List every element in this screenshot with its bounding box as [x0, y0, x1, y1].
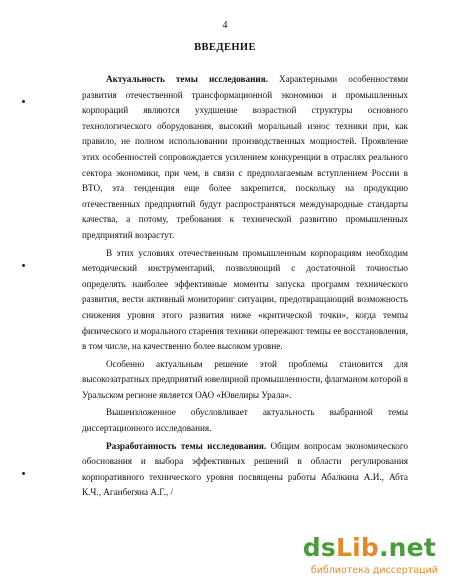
relevance-text: Характерными особенностями развития отечественной трансформационной экономики и промышленных корпораций являются ухудшение возрастной структуры основного технологического оборудования, высокий моральный износ техники при, как правило, не полном использовании производственных мощностей. Проявление этих особенностей сопровождается усилением конкуренции в отраслях реального сектора экономики, при чем, в связи с предполагаемым вступлением России в ВТО, эта тенденция еще более закрепится, поскольку на продукцию отечественных предприятий будут распространяться международные стандарты качества, а потому, требования к технической развитию промышленных предприятий возрастут.: [82, 74, 408, 240]
margin-mark: [22, 264, 25, 267]
document-body: [82, 72, 408, 501]
paragraph-relevance: [82, 72, 408, 244]
paragraph-summary: Вышеизложенное обусловливает актуальность выбранной темы диссертационного исследования.: [82, 407, 408, 434]
paragraph-conditions: В этих условиях отечественным промышленным корпорациям необходим методический инструментарий, позволяющий с достаточной точностью определять наиболее эффективные моменты запуска программ технического развития, вести активный мониторинг ситуации, предотвращающий возможность снижения уровня этого развития ниже «критической точки», когда темпы физического и морального старения техники опережают темпы ее восстановления, в том числе, на качественно более высоком уровне.: [82, 247, 408, 352]
page-number: 4: [222, 20, 228, 31]
margin-mark: [22, 100, 25, 103]
development-title: Разработанность темы исследования.: [106, 440, 267, 451]
margin-mark: [22, 472, 25, 475]
paragraph-development: [82, 439, 408, 501]
paragraph-jewelry: Особенно актуальным решение этой проблемы становится для высокозатратных предприятий ювелирной промышленности, флагманом которой в Уральском регионе является ОАО «Ювелиры Урала».: [82, 358, 408, 400]
relevance-title: Актуальность темы исследования.: [106, 74, 268, 84]
watermark-subtitle: библиотека диссертаций: [310, 565, 438, 576]
section-heading: ВВЕДЕНИЕ: [194, 42, 256, 53]
watermark-logo[interactable]: dsLib.net: [302, 533, 436, 562]
development-text: Общим вопросам экономического обоснования и выбора эффективных решений в области регулирования корпоративного технического уровня посвящены работы Абалкина А.И., Абта К.Ч., Аганбегяна А.Г., /: [82, 440, 408, 498]
